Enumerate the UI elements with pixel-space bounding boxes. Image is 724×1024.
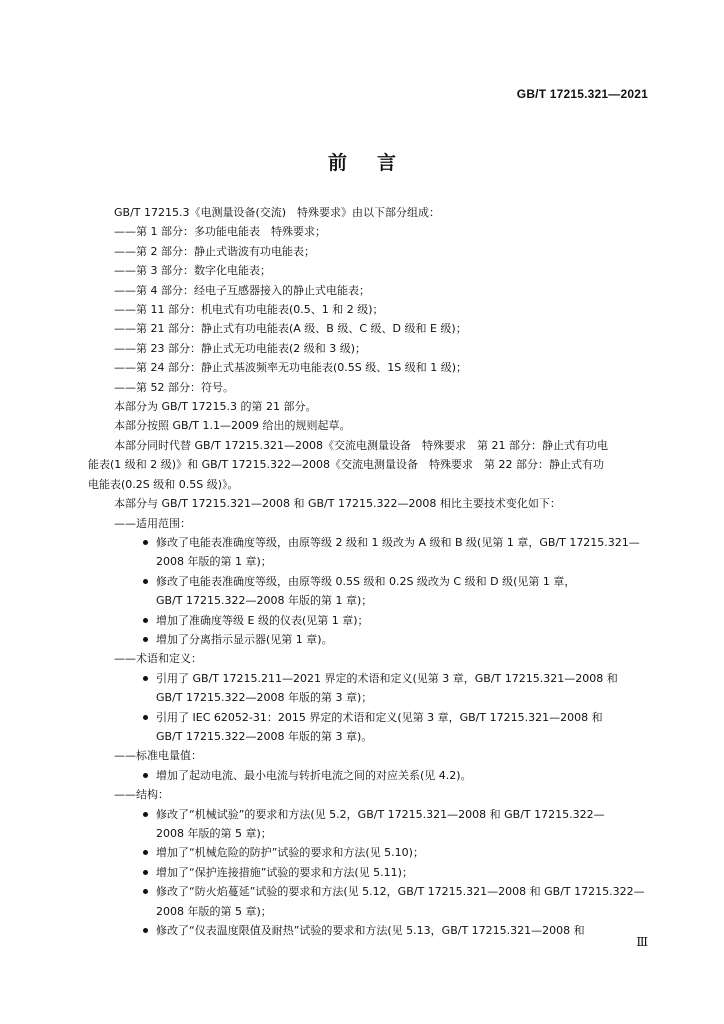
part-item: ——第 1 部分：多功能电能表 特殊要求；	[114, 225, 326, 239]
bullet-item: 修改了“防火焰蔓延”试验的要求和方法(见 5.12，GB/T 17215.321—2008 和 GB/T 17215.322—	[88, 882, 648, 901]
bullet-dot-icon	[143, 812, 148, 817]
part-item: ——第 23 部分：静止式无功电能表(2 级和 3 级)；	[114, 341, 367, 355]
bullet-item: 增加了起动电流、最小电流与转折电流之间的对应关系(见 4.2)。	[88, 766, 648, 785]
bullet-item: 引用了 GB/T 17215.211—2021 界定的术语和定义(见第 3 章，GB/T 17215.321—2008 和	[88, 669, 648, 688]
bullet-dot-icon	[143, 676, 148, 681]
bullet-item: 增加了准确度等级 E 级的仪表(见第 1 章)；	[88, 611, 648, 630]
part-item: ——第 2 部分：静止式谐波有功电能表；	[114, 244, 315, 258]
bullet-dot-icon	[143, 540, 148, 545]
bullet-continuation: GB/T 17215.322—2008 年版的第 3 章)。	[156, 729, 373, 743]
paragraph-changes: 本部分与 GB/T 17215.321—2008 和 GB/T 17215.322—2008 相比主要技术变化如下：	[114, 497, 561, 511]
paragraph-drafted: 本部分按照 GB/T 1.1—2009 给出的规则起草。	[114, 419, 351, 433]
bullet-dot-icon	[143, 928, 148, 933]
part-item: ——第 3 部分：数字化电能表；	[114, 264, 271, 278]
paragraph-replace: 能表(1 级和 2 级)》和 GB/T 17215.322—2008《交流电测量设备 特殊要求 第 22 部分：静止式有功	[88, 458, 605, 472]
bullet-continuation: 2008 年版的第 1 章)；	[156, 555, 272, 569]
bullet-dot-icon	[143, 773, 148, 778]
bullet-dot-icon	[143, 870, 148, 875]
bullet-dot-icon	[143, 715, 148, 720]
paragraph-replace: 电能表(0.2S 级和 0.5S 级)》。	[88, 477, 239, 491]
page-number: Ⅲ	[636, 935, 648, 949]
bullet-continuation: GB/T 17215.322—2008 年版的第 3 章)；	[156, 691, 373, 705]
bullet-dot-icon	[143, 889, 148, 894]
section-heading: ——结构：	[114, 788, 169, 802]
intro-paragraph: GB/T 17215.3《电测量设备(交流) 特殊要求》由以下部分组成：	[114, 206, 441, 219]
bullet-dot-icon	[143, 579, 148, 584]
bullet-dot-icon	[143, 618, 148, 623]
section-heading: ——术语和定义：	[114, 652, 202, 666]
bullet-item: 增加了分离指示显示器(见第 1 章)。	[88, 630, 648, 649]
section-heading: ——适用范围：	[114, 516, 191, 530]
body-text	[88, 203, 648, 940]
bullet-item: 引用了 IEC 62052-31：2015 界定的术语和定义(见第 3 章，GB/T 17215.321—2008 和	[88, 708, 648, 727]
paragraph-part-of: 本部分为 GB/T 17215.3 的第 21 部分。	[114, 400, 317, 414]
bullet-dot-icon	[143, 637, 148, 642]
section-heading: ——标准电量值：	[114, 749, 202, 763]
paragraph-replace: 本部分同时代替 GB/T 17215.321—2008《交流电测量设备 特殊要求 第 21 部分：静止式有功电	[114, 438, 608, 452]
bullet-item: 修改了电能表准确度等级，由原等级 2 级和 1 级改为 A 级和 B 级(见第 1 章，GB/T 17215.321—	[88, 533, 648, 552]
bullet-continuation: GB/T 17215.322—2008 年版的第 1 章)；	[156, 594, 373, 608]
part-item: ——第 4 部分：经电子互感器接入的静止式电能表；	[114, 283, 370, 297]
bullet-item: 增加了“机械危险的防护”试验的要求和方法(见 5.10)；	[88, 843, 648, 862]
part-item: ——第 24 部分：静止式基波频率无功电能表(0.5S 级、1S 级和 1 级)；	[114, 361, 468, 375]
standard-number: GB/T 17215.321—2021	[516, 87, 648, 101]
bullet-dot-icon	[143, 850, 148, 855]
bullet-continuation: 2008 年版的第 5 章)；	[156, 827, 272, 840]
bullet-item: 增加了“保护连接措施”试验的要求和方法(见 5.11)；	[88, 863, 648, 882]
bullet-continuation: 2008 年版的第 5 章)；	[156, 904, 272, 918]
page-title: 前言	[327, 152, 426, 174]
part-item: ——第 52 部分：符号。	[114, 380, 234, 394]
part-item: ——第 11 部分：机电式有功电能表(0.5、1 和 2 级)；	[114, 303, 384, 317]
part-item: ——第 21 部分：静止式有功电能表(A 级、B 级、C 级、D 级和 E 级)；	[114, 322, 467, 336]
bullet-item: 修改了“仪表温度限值及耐热”试验的要求和方法(见 5.13，GB/T 17215.321—2008 和	[88, 921, 648, 940]
bullet-item: 修改了“机械试验”的要求和方法(见 5.2，GB/T 17215.321—2008 和 GB/T 17215.322—	[88, 805, 648, 824]
bullet-item: 修改了电能表准确度等级，由原等级 0.5S 级和 0.2S 级改为 C 级和 D 级(见第 1 章，	[88, 572, 648, 591]
